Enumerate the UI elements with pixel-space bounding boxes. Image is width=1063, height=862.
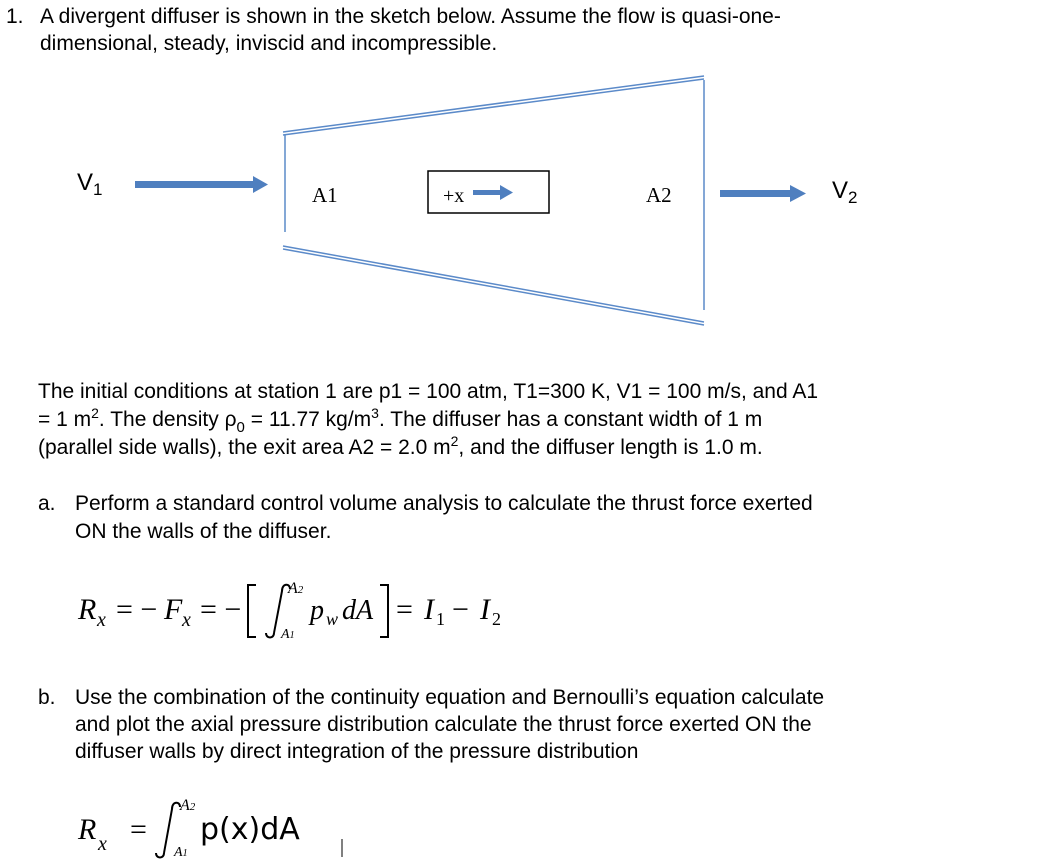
conditions-line2-a: = 1 m <box>38 408 92 431</box>
eq-a-R-sub: x <box>97 609 106 631</box>
eq-b-lower-A: A <box>174 845 183 860</box>
v2-label-main: V <box>832 177 849 204</box>
eq-a-R: R <box>78 593 97 626</box>
v1-label-main: V <box>77 169 94 196</box>
bottom-wall-inner <box>283 249 704 325</box>
diffuser-walls <box>283 76 704 325</box>
part-a-line2: ON the walls of the diffuser. <box>75 520 332 543</box>
part-a-line1: Perform a standard control volume analysis to calculate the thrust force exerted <box>75 492 813 515</box>
eq-a-dA: dA <box>342 595 374 626</box>
eq-a-lower-sub: 1 <box>289 630 295 641</box>
eq-a-lower <box>281 627 295 644</box>
conditions-line3-b: , and the diffuser length is 1.0 m. <box>458 436 763 459</box>
eq-a-I1-sub: 1 <box>436 609 445 629</box>
eq-a-eq3: = <box>396 593 413 626</box>
eq-a-lower-A: A <box>281 627 290 642</box>
eq-a-eq-neg: = − <box>116 593 158 626</box>
eq-a-minus: − <box>452 593 469 626</box>
conditions-line2-sup: 2 <box>91 405 99 421</box>
v1-label <box>77 169 102 199</box>
part-b-line3: diffuser walls by direct integration of the pressure distribution <box>75 740 639 763</box>
conditions-line2-sup2: 3 <box>371 405 379 421</box>
problem-intro-line2: dimensional, steady, inviscid and incompressible. <box>40 32 498 55</box>
plus-x-label: +x <box>443 185 465 207</box>
conditions-line3 <box>38 434 763 463</box>
v2-arrow <box>720 185 806 202</box>
plus-x-arrow <box>473 185 513 200</box>
eq-b-R: R <box>78 813 97 846</box>
a1-label: A1 <box>312 183 338 207</box>
equation-b <box>78 795 378 861</box>
bottom-wall <box>283 246 704 322</box>
eq-a-eq2: = − <box>200 593 242 626</box>
eq-a-F: F <box>164 593 183 626</box>
eq-a-upper <box>288 580 303 599</box>
v2-label <box>832 177 857 207</box>
eq-b-R-sub: x <box>98 833 107 855</box>
eq-a-w: w <box>326 609 339 629</box>
diffuser-sketch <box>0 60 1063 350</box>
v1-label-sub: 1 <box>93 180 103 199</box>
conditions-line3-a: (parallel side walls), the exit area A2 = 2.0 m <box>38 436 451 459</box>
conditions-line3-sup: 2 <box>450 433 459 449</box>
part-b-line1: Use the combination of the continuity equation and Bernoulli’s equation calculate <box>75 686 825 709</box>
part-b-line2: and plot the axial pressure distribution calculate the thrust force exerted ON the <box>75 713 812 736</box>
conditions-line2-b: . The density ρ <box>98 408 237 431</box>
eq-a-I1: I <box>424 593 434 626</box>
v2-label-sub: 2 <box>848 188 858 207</box>
conditions-line2-d: . The diffuser has a constant width of 1 m <box>378 408 763 431</box>
eq-b-lower-sub: 1 <box>182 848 188 859</box>
eq-b-eq: = <box>130 813 147 846</box>
conditions-line2 <box>38 406 762 435</box>
top-wall-inner <box>283 79 704 135</box>
conditions-line2-c: = 11.77 kg/m <box>244 408 372 431</box>
eq-b-lower <box>174 845 188 862</box>
eq-a-I2: I <box>480 593 490 626</box>
equation-a <box>78 575 538 645</box>
part-a-label: a. <box>38 492 56 515</box>
conditions-line1: The initial conditions at station 1 are p1 = 100 atm, T1=300 K, V1 = 100 m/s, and A1 <box>38 380 819 403</box>
eq-b-upper-sub: 2 <box>189 801 196 813</box>
problem-intro-line1: A divergent diffuser is shown in the sketch below. Assume the flow is quasi-one- <box>40 5 781 28</box>
eq-a-F-sub: x <box>182 609 191 631</box>
problem-number: 1. <box>6 5 24 28</box>
eq-a-upper-A: A <box>288 580 298 597</box>
eq-b-upper-A: A <box>180 797 190 814</box>
top-wall <box>283 76 704 132</box>
a2-label: A2 <box>646 183 672 207</box>
diffuser-diagram <box>0 60 1063 350</box>
eq-a-I2-sub: 2 <box>492 609 501 629</box>
eq-a-upper-sub: 2 <box>297 584 304 596</box>
eq-b-integrand: p(x)dA <box>200 812 300 847</box>
v1-arrow <box>135 176 268 193</box>
eq-b-upper <box>180 797 195 816</box>
eq-a-p: p <box>310 595 324 626</box>
conditions-line2-sub: 0 <box>236 419 245 436</box>
part-b-label: b. <box>38 686 56 709</box>
